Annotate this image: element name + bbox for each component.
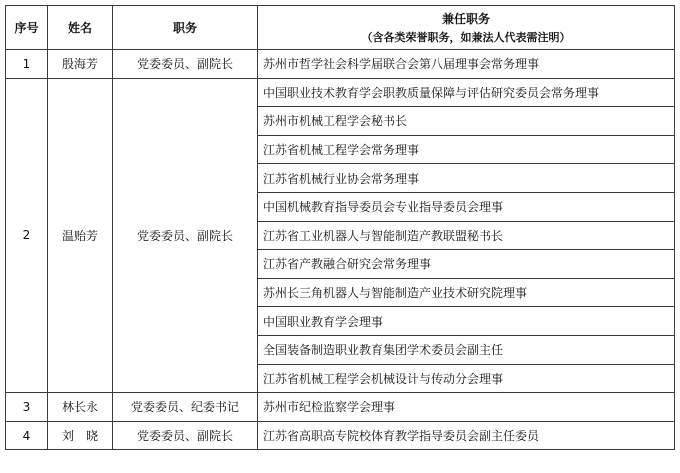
- row-role: 江苏省机械行业协会常务理事: [258, 164, 675, 193]
- table-row: [6, 50, 675, 79]
- row-name: 殷海芳: [48, 50, 113, 79]
- table-row: [6, 393, 675, 422]
- row-role: 江苏省产教融合研究会常务理事: [258, 250, 675, 279]
- header-no: 序号: [6, 6, 48, 50]
- row-role: 江苏省工业机器人与智能制造产教联盟秘书长: [258, 221, 675, 250]
- row-role: 江苏省机械工程学会机械设计与传动分会理事: [258, 364, 675, 393]
- concurrent-duty-table: [5, 5, 675, 450]
- row-role: 苏州市纪检监察学会理事: [258, 393, 675, 422]
- row-position: 党委委员、副院长: [113, 50, 258, 79]
- table-row: [6, 421, 675, 450]
- duty-table-wrapper: [5, 5, 675, 450]
- header-position: 职务: [113, 6, 258, 50]
- row-role: 江苏省高职高专院校体育教学指导委员会副主任委员: [258, 421, 675, 450]
- row-role: 苏州长三角机器人与智能制造产业技术研究院理事: [258, 278, 675, 307]
- row-no: 4: [6, 421, 48, 450]
- row-role: 苏州市哲学社会科学届联合会第八届理事会常务理事: [258, 50, 675, 79]
- table-row: [6, 78, 675, 107]
- row-role: 中国职业教育学会理事: [258, 307, 675, 336]
- header-row: [6, 6, 675, 50]
- row-role: 苏州市机械工程学会秘书长: [258, 107, 675, 136]
- row-role: 中国职业技术教育学会职教质量保障与评估研究委员会常务理事: [258, 78, 675, 107]
- header-concurrent-note: （含各类荣誉职务，如兼法人代表需注明）: [361, 31, 571, 44]
- row-position: 党委委员、副院长: [113, 78, 258, 393]
- row-position: 党委委员、副院长: [113, 421, 258, 450]
- row-name: 林长永: [48, 393, 113, 422]
- row-name: 刘 晓: [48, 421, 113, 450]
- header-concurrent-title: 兼任职务: [441, 12, 490, 26]
- row-no: 3: [6, 393, 48, 422]
- row-role: 中国机械教育指导委员会专业指导委员会理事: [258, 192, 675, 221]
- row-no: 2: [6, 78, 48, 393]
- row-position: 党委委员、纪委书记: [113, 393, 258, 422]
- row-role: 江苏省机械工程学会常务理事: [258, 135, 675, 164]
- header-name: 姓名: [48, 6, 113, 50]
- header-concurrent: [258, 6, 675, 50]
- row-name: 温贻芳: [48, 78, 113, 393]
- row-role: 全国装备制造职业教育集团学术委员会副主任: [258, 335, 675, 364]
- row-no: 1: [6, 50, 48, 79]
